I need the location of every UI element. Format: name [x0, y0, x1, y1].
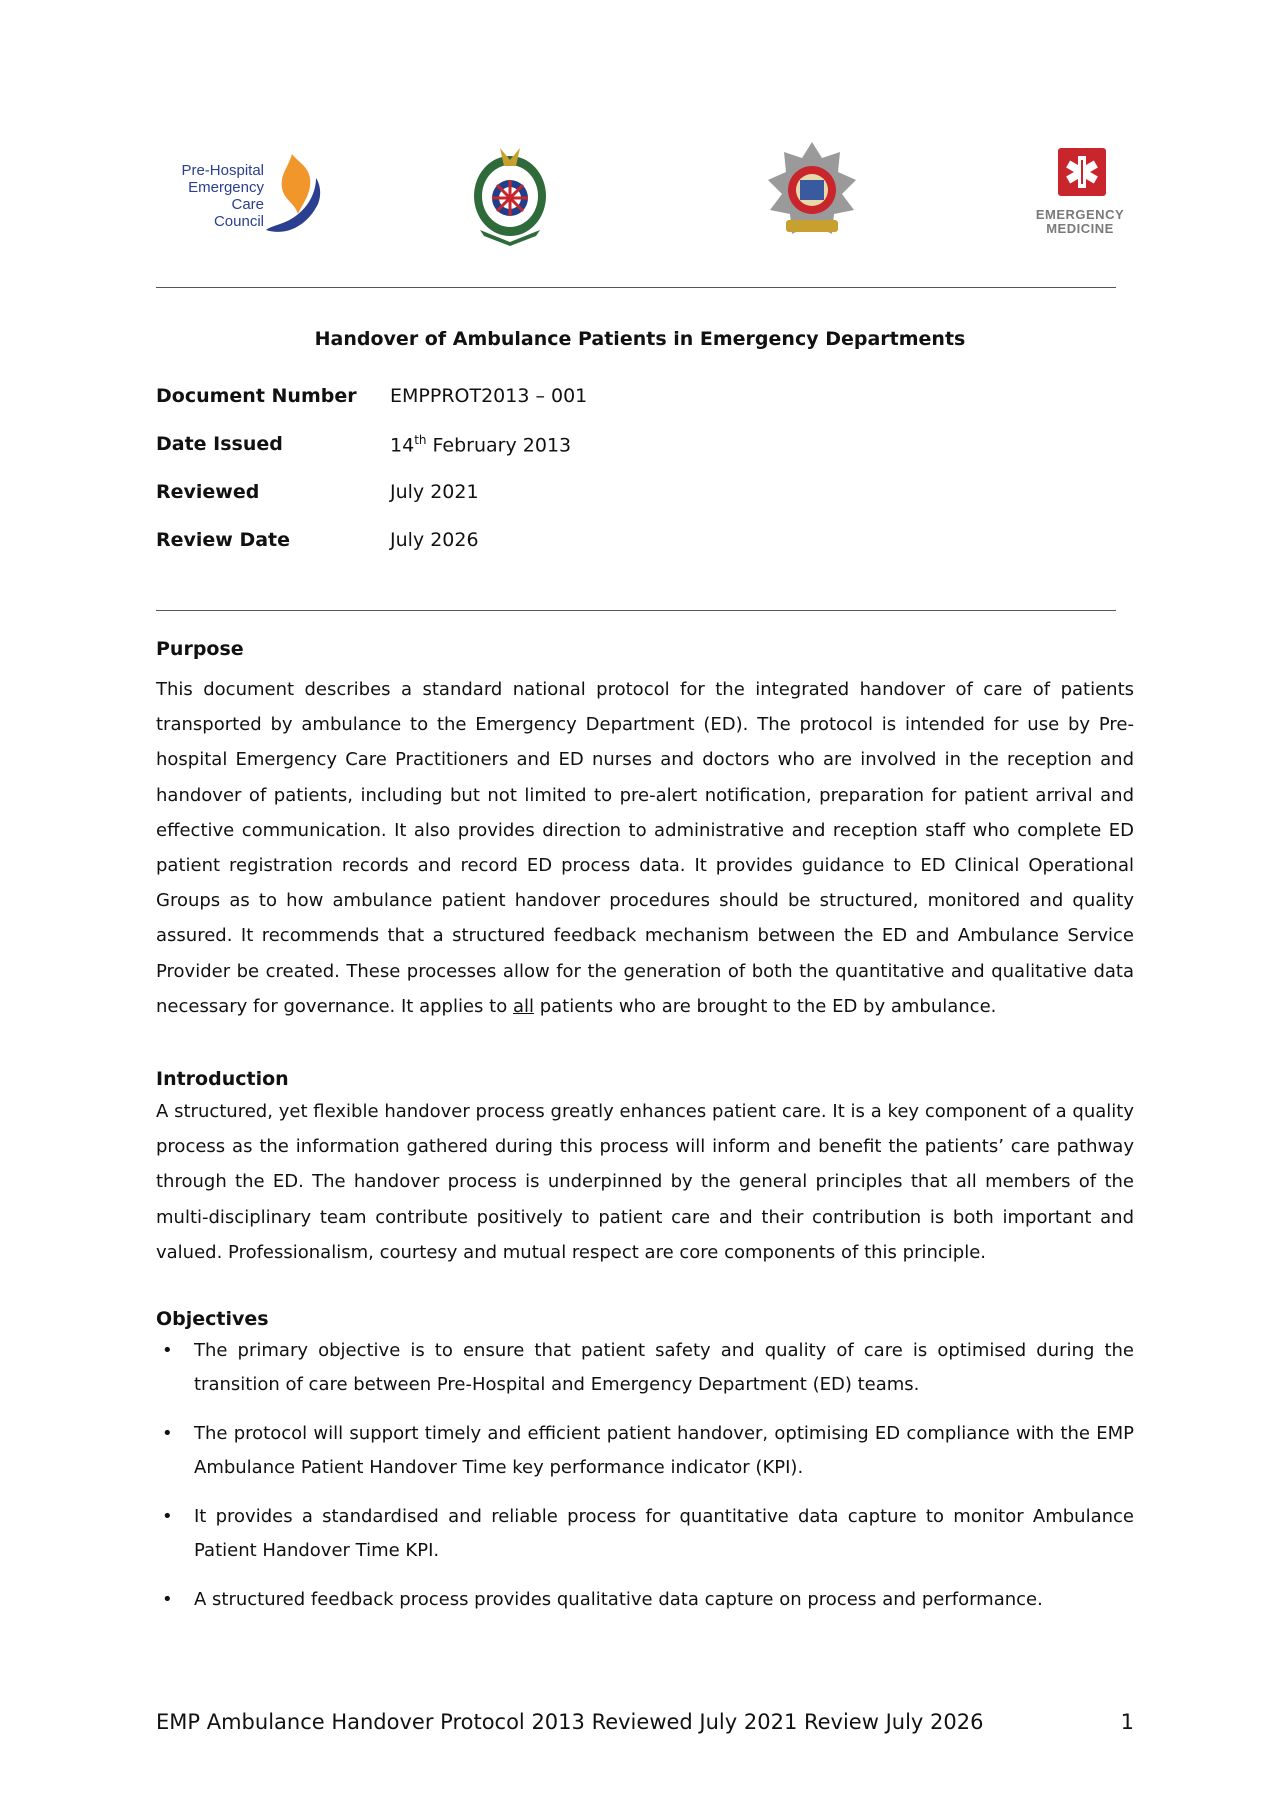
- objectives-heading: Objectives: [156, 1308, 269, 1330]
- meta-value: July 2026: [390, 529, 479, 551]
- meta-row-reviewed: [156, 481, 856, 529]
- meta-value: July 2021: [390, 481, 479, 503]
- introduction-section: [156, 1068, 1134, 1270]
- phecc-logo: [154, 138, 324, 248]
- purpose-heading: Purpose: [156, 638, 244, 660]
- divider-top: [156, 287, 1116, 288]
- fire-service-crest-icon: [762, 138, 862, 248]
- logo-row: [150, 138, 1130, 248]
- phecc-logo-text: Pre-Hospital Emergency Care Council: [181, 162, 264, 230]
- list-item: • A structured feedback process provides qualitative data capture on process and performance.: [162, 1589, 1043, 1610]
- star-of-life-icon: [1058, 148, 1106, 196]
- meta-row-review-date: [156, 529, 856, 577]
- purpose-text: This document describes a standard national protocol for the integrated handover of care of patients transported by ambulance to the Emergency Department (ED). The protocol is intended for use by Pre-hospital Emergency Care Practitioners and ED nurses and doctors who are involved in the reception and handover of patients, including but not limited to pre-alert notification, preparation for patient arrival and effective communication. It also provides direction to administrative and reception staff who complete ED patient registration records and record ED process data. It provides guidance to ED Clinical Operational Groups as to how ambulance patient handover procedures should be structured, monitored and quality assured. It recommends that a structured feedback mechanism between the ED and Ambulance Service Provider be created. These processes allow for the generation of both the quantitative and qualitative data necessary for governance. It applies to all patients who are brought to the ED by ambulance.: [156, 679, 1134, 1017]
- meta-value: 14th February 2013: [390, 433, 572, 457]
- introduction-text: A structured, yet flexible handover process greatly enhances patient care. It is a key component of a quality process as the information gathered during this process will inform and benefit the patients’ care pathway through the ED. The handover process is underpinned by the general principles that all members of the multi-disciplinary team contribute positively to patient care and their contribution is both important and valued. Professionalism, courtesy and mutual respect are core components of this principle.: [156, 1101, 1134, 1263]
- emergency-medicine-text: EMERGENCY MEDICINE: [1035, 207, 1125, 236]
- meta-label: Document Number: [156, 385, 357, 407]
- emergency-medicine-logo: [1020, 138, 1140, 248]
- objectives-section: [156, 1308, 1134, 1632]
- phecc-hands-icon: [258, 148, 326, 240]
- harp-crest-icon: [460, 138, 560, 248]
- document-title: Handover of Ambulance Patients in Emergency Departments: [314, 328, 966, 350]
- footer-text: EMP Ambulance Handover Protocol 2013 Reviewed July 2021 Review July 2026: [156, 1710, 984, 1734]
- meta-label: Reviewed: [156, 481, 260, 503]
- page-number: 1: [1120, 1710, 1134, 1734]
- meta-row-date-issued: [156, 433, 856, 481]
- page-footer: [156, 1710, 1134, 1734]
- meta-value: EMPPROT2013 – 001: [390, 385, 588, 407]
- purpose-section: [156, 638, 1134, 1024]
- divider-middle: [156, 610, 1116, 611]
- meta-row-document-number: [156, 385, 856, 433]
- meta-label: Date Issued: [156, 433, 283, 455]
- meta-label: Review Date: [156, 529, 291, 551]
- list-item: • It provides a standardised and reliable process for quantitative data capture to monitor Ambulance Patient Handover Time KPI.: [162, 1506, 1134, 1561]
- list-item: • The primary objective is to ensure that patient safety and quality of care is optimised during the transition of care between Pre-Hospital and Emergency Department (ED) teams.: [162, 1340, 1134, 1395]
- objectives-list: [156, 1334, 1134, 1617]
- document-metadata: [156, 385, 856, 577]
- introduction-heading: Introduction: [156, 1068, 289, 1090]
- list-item: • The protocol will support timely and efficient patient handover, optimising ED compliance with the EMP Ambulance Patient Handover Time key performance indicator (KPI).: [162, 1423, 1134, 1478]
